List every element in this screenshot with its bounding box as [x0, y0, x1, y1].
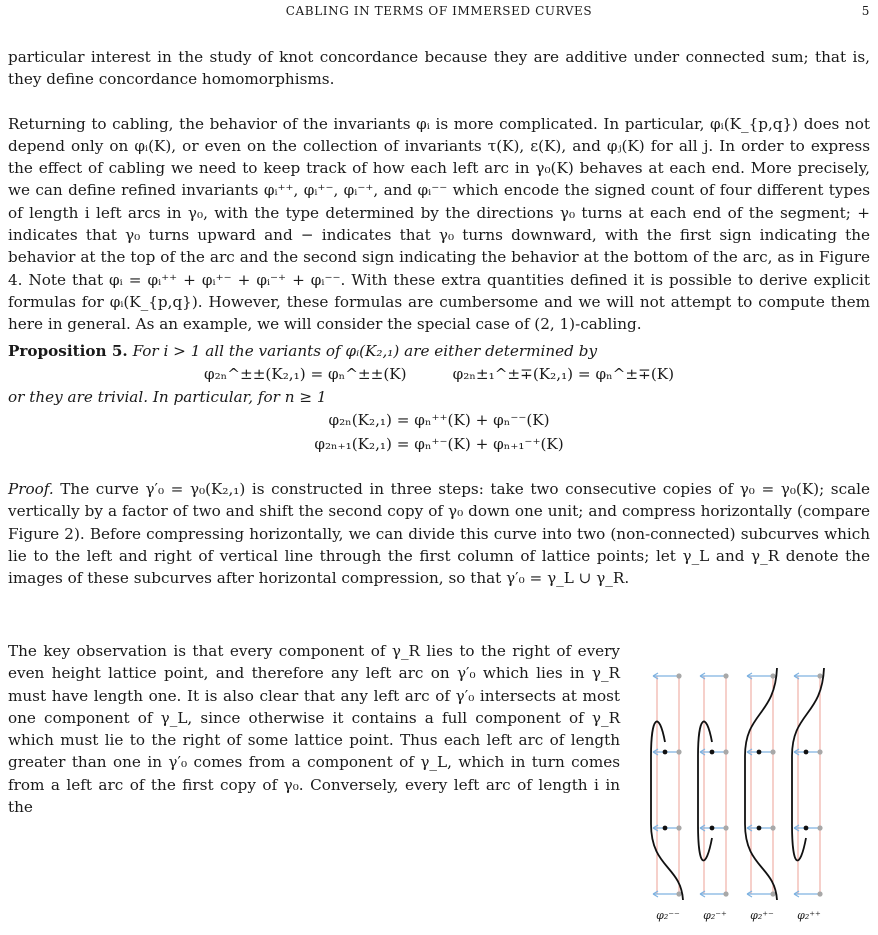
curve-point [804, 750, 809, 755]
lattice-point [817, 825, 822, 830]
lattice-point [770, 825, 775, 830]
lattice-point [817, 749, 822, 754]
running-title: CABLING IN TERMS OF IMMERSED CURVES [285, 4, 593, 18]
paragraph: particular interest in the study of knot concordance because they are additive under connected sum; that is, they define concordance homomorphisms. [8, 48, 870, 89]
lattice-point [723, 891, 728, 896]
left-arc-curve [651, 721, 683, 900]
lattice-point [723, 749, 728, 754]
curve-point [804, 826, 809, 831]
curve-point [757, 750, 762, 755]
left-arc-curve [792, 668, 824, 860]
equation: φ₂ₙ(K₂,₁) = φₙ⁺⁺(K) + φₙ⁻⁻(K) [328, 411, 550, 430]
equation-right: φ₂ₙ±₁^±∓(K₂,₁) = φₙ^±∓(K) [452, 364, 675, 383]
figure-arc-types [645, 664, 845, 934]
lattice-point [817, 673, 822, 678]
lattice-point [770, 749, 775, 754]
paragraph: Returning to cabling, the behavior of the invariants φᵢ is more complicated. In particular, φᵢ(K_{p,q}) does not depend only on φᵢ(K), or even on the collection of invariants τ(K), ε(K), and φⱼ(K) for all j. In order to express the effect of cabling we need to keep track of how each left arc in γ₀(K) behaves at each end. More precisely, we can define refined invariants φᵢ⁺⁺, φᵢ⁺⁻, φᵢ⁻⁺, and φᵢ⁻⁻ which encode the signed count of four different types of length i left arcs in γ₀, with the type determined by the directions γ₀ turns at each end of the segment; + indicates that γ₀ turns upward and − indicates that γ₀ turns downward, with the first sign indicating the behavior at the top of the arc and the second sign indicating the behavior at the bottom of the arc, as in Figure 4. Note that φᵢ = φᵢ⁺⁺ + φᵢ⁺⁻ + φᵢ⁻⁺ + φᵢ⁻⁻. With these extra quantities defined it is possible to derive explicit formulas for φᵢ(K_{p,q}). However, these formulas are cumbersome and we will not attempt to compute them here in general. As an example, we will consider the special case of (2, 1)-cabling. [8, 114, 870, 334]
figure-diagram [645, 664, 845, 909]
equation: φ₂ₙ₊₁(K₂,₁) = φₙ⁺⁻(K) + φₙ₊₁⁻⁺(K) [314, 435, 564, 454]
proposition-label: Proposition 5. [8, 341, 128, 360]
main-text [8, 46, 870, 590]
page-number: 5 [861, 4, 870, 18]
figure-label: φ₂⁻⁺ [703, 909, 727, 922]
equation [8, 362, 870, 386]
lattice-point [817, 891, 822, 896]
lattice-point [676, 825, 681, 830]
curve-point [663, 826, 668, 831]
page-header [0, 4, 878, 22]
lattice-point [676, 749, 681, 754]
proposition-statement: For i > 1 all the variants of φᵢ(K₂,₁) are either determined by [132, 341, 598, 360]
figure-label: φ₂⁺⁻ [750, 909, 774, 922]
curve-point [663, 750, 668, 755]
proposition-middle: or they are trivial. In particular, for n ≥ 1 [8, 387, 327, 406]
left-arc-curve [698, 721, 712, 860]
proof [8, 478, 870, 589]
proof-label: Proof. [8, 480, 54, 499]
lattice-point [770, 673, 775, 678]
lattice-point [770, 891, 775, 896]
lattice-point [676, 891, 681, 896]
equation-left: φ₂ₙ^±±(K₂,₁) = φₙ^±±(K) [203, 364, 407, 383]
curve-point [710, 750, 715, 755]
curve-point [710, 826, 715, 831]
figure-label: φ₂⁺⁺ [797, 909, 821, 922]
lattice-point [723, 825, 728, 830]
proposition [8, 340, 870, 362]
figure-label: φ₂⁻⁻ [656, 909, 680, 922]
lattice-point [723, 673, 728, 678]
lattice-point [676, 673, 681, 678]
curve-point [757, 826, 762, 831]
proof-text: The curve γ′₀ = γ₀(K₂,₁) is constructed in three steps: take two consecutive copies of γ₀ = γ₀(K); scale vertically by a factor of two and shift the second copy of γ₀ down one unit; and compress horizontally (compare Figure 2). Before compressing horizontally, we can divide this curve into two (non-connected) subcurves which lie to the left and right of vertical line through the first column of lattice points; let γ_L and γ_R denote the images of these subcurves after horizontal compression, so that γ′₀ = γ_L ∪ γ_R. [8, 480, 870, 588]
left-arc-curve [745, 668, 777, 900]
paragraph: The key observation is that every component of γ_R lies to the right of every even height lattice point, and therefore any left arc on γ′₀ which lies in γ_R must have length one. It is also clear that any left arc of γ′₀ intersects at most one component of γ_L, since otherwise it contains a full component of γ_R which must lie to the right of some lattice point. Thus each left arc of length greater than one in γ′₀ comes from a component of γ_L, which in turn comes from a left arc of the first copy of γ₀. Conversely, every left arc of length i in the [8, 642, 620, 817]
